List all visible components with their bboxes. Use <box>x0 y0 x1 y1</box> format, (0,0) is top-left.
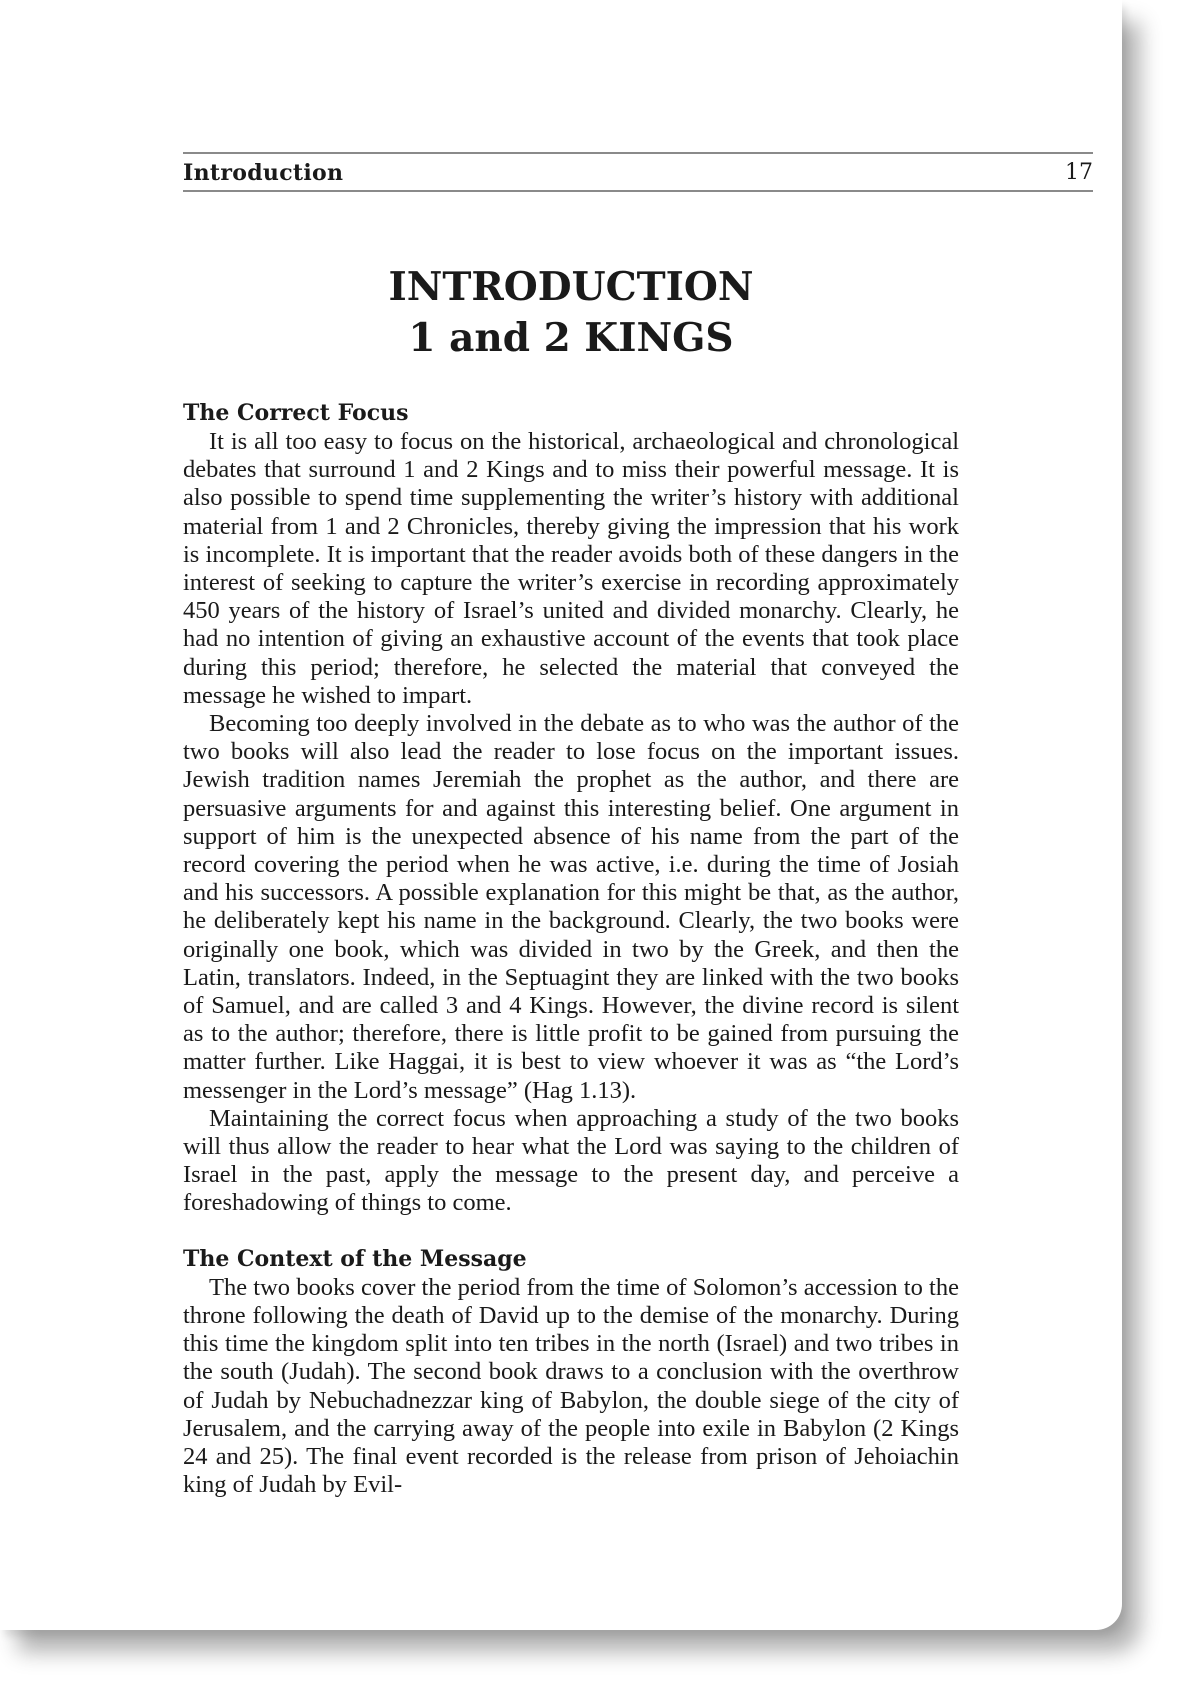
section-heading-context: The Context of the Message <box>183 1245 527 1272</box>
paragraph: It is all too easy to focus on the historical, archaeological and chronological debates that surround 1 and 2 Kings and to miss their powerful message. It is also possible to spend time supplementing the writer’s history with additional material from 1 and 2 Chronicles, thereby giving the impression that his work is incomplete. It is important that the reader avoids both of these dangers in the interest of seeking to capture the writer’s exercise in recording approximately 450 years of the history of Israel’s united and divided monarchy. Clearly, he had no intention of giving an exhaustive account of the events that took place during this period; therefore, he selected the material that conveyed the message he wished to impart. <box>183 428 959 709</box>
body-text <box>183 398 959 1499</box>
paragraph: Becoming too deeply involved in the debate as to who was the author of the two books will also lead the reader to lose focus on the important issues. Jewish tradition names Jeremiah the prophet as the author, and there are persuasive arguments for and against this interesting belief. One argument in support of him is the unexpected absence of his name from the part of the record covering the period when he was active, i.e. during the time of Josiah and his successors. A possible explanation for this might be that, as the author, he deliberately kept his name in the background. Clearly, the two books were originally one book, which was divided in two by the Greek, and then the Latin, translators. Indeed, in the Septuagint they are linked with the two books of Samuel, and are called 3 and 4 Kings. However, the divine record is silent as to the author; therefore, there is little profit to be gained from pursuing the matter further. Like Haggai, it is best to view whoever it was as “the Lord’s messenger in the Lord’s message” (Hag 1.13). <box>183 710 959 1104</box>
running-header-section: Introduction <box>183 160 344 186</box>
paragraph: Maintaining the correct focus when approaching a study of the two books will thus allow the reader to hear what the Lord was saying to the children of Israel in the past, apply the message to the present day, and perceive a foreshadowing of things to come. <box>183 1104 959 1217</box>
paragraph: The two books cover the period from the time of Solomon’s accession to the throne following the death of David up to the demise of the monarchy. During this time the kingdom split into ten tribes in the north (Israel) and two tribes in the south (Judah). The second book draws to a conclusion with the overthrow of Judah by Nebuchadnezzar king of Babylon, the double siege of the city of Jerusalem, and the carrying away of the people into exile in Babylon (2 Kings 24 and 25). The final event recorded is the release from prison of Jehoiachin king of Judah by Evil- <box>183 1273 959 1499</box>
chapter-title <box>183 262 959 364</box>
section-heading-correct-focus: The Correct Focus <box>183 400 409 426</box>
running-header <box>183 152 1093 192</box>
chapter-title-line-1: INTRODUCTION <box>388 264 754 310</box>
page-number: 17 <box>1065 160 1093 185</box>
chapter-title-line-2: 1 and 2 KINGS <box>408 315 734 361</box>
